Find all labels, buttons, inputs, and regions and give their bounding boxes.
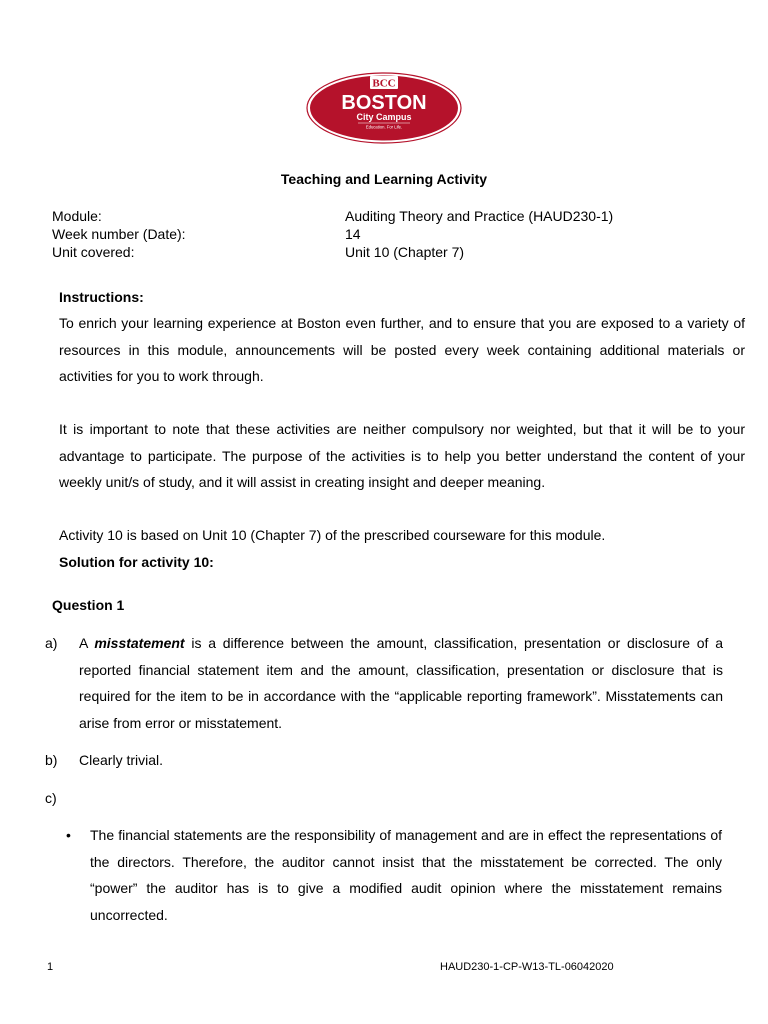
week-row (52, 225, 613, 243)
boston-city-campus-logo (306, 72, 462, 144)
week-label: Week number (Date): (52, 226, 186, 242)
unit-row (52, 243, 613, 261)
document-title: Teaching and Learning Activity (280, 171, 488, 187)
instructions-paragraph-1: To enrich your learning experience at Boston even further, and to ensure that you are exposed to a variety of resources in this module, announcements will be posted every week containing additional materials or activities for you to work through. (59, 315, 745, 384)
answer-b-text: Clearly trivial. (79, 752, 164, 768)
logo-tagline-text: Education. For Life. (365, 124, 403, 130)
page-number: 1 (47, 961, 54, 973)
question-1-heading: Question 1 (52, 597, 125, 613)
answer-c-bullet-text: The financial statements are the responsibility of management and are in effect the representations of the directors. Therefore, the auditor cannot insist that the misstatement be corrected. The only “power” the auditor has is to give a modified audit opinion where the misstatement remains uncorrected. (90, 827, 722, 923)
instructions-heading: Instructions: (59, 289, 144, 305)
week-value: 14 (345, 226, 361, 242)
bullet-icon: • (66, 827, 71, 843)
logo-bcc-text: BCC (372, 77, 396, 90)
unit-label: Unit covered: (52, 244, 135, 260)
logo-city-campus-text: City Campus (356, 112, 412, 122)
module-value: Auditing Theory and Practice (HAUD230-1) (345, 208, 614, 224)
answer-a-text: A misstatement is a difference between the amount, classification, presentation or disclosure of a reported financial statement item and the amount, classification, presentation or disclosure that is required for the item to be in accordance with the “applicable reporting framework”. Misstatements can arise from error or misstatement. (79, 635, 723, 731)
module-info (52, 207, 613, 261)
answer-c-label: c) (45, 790, 57, 806)
solution-heading: Solution for activity 10: (59, 554, 214, 570)
module-row (52, 207, 613, 225)
answer-a (45, 630, 723, 736)
instructions-paragraph-2: It is important to note that these activities are neither compulsory nor weighted, but that it will be to your advantage to participate. The purpose of the activities is to help you better understand the content of your weekly unit/s of study, and it will assist in creating insight and deeper meaning. (59, 421, 745, 490)
logo-boston-text: BOSTON (341, 92, 427, 114)
answer-c-bullet (66, 822, 722, 928)
answer-a-label: a) (45, 635, 58, 651)
document-code: HAUD230-1-CP-W13-TL-06042020 (440, 961, 614, 973)
unit-value: Unit 10 (Chapter 7) (345, 244, 465, 260)
module-label: Module: (52, 208, 102, 224)
instructions-paragraph-3: Activity 10 is based on Unit 10 (Chapter 7) of the prescribed courseware for this module. (59, 527, 606, 543)
misstatement-term: misstatement (94, 635, 185, 651)
answer-b-label: b) (45, 752, 58, 768)
answer-b (45, 747, 723, 774)
